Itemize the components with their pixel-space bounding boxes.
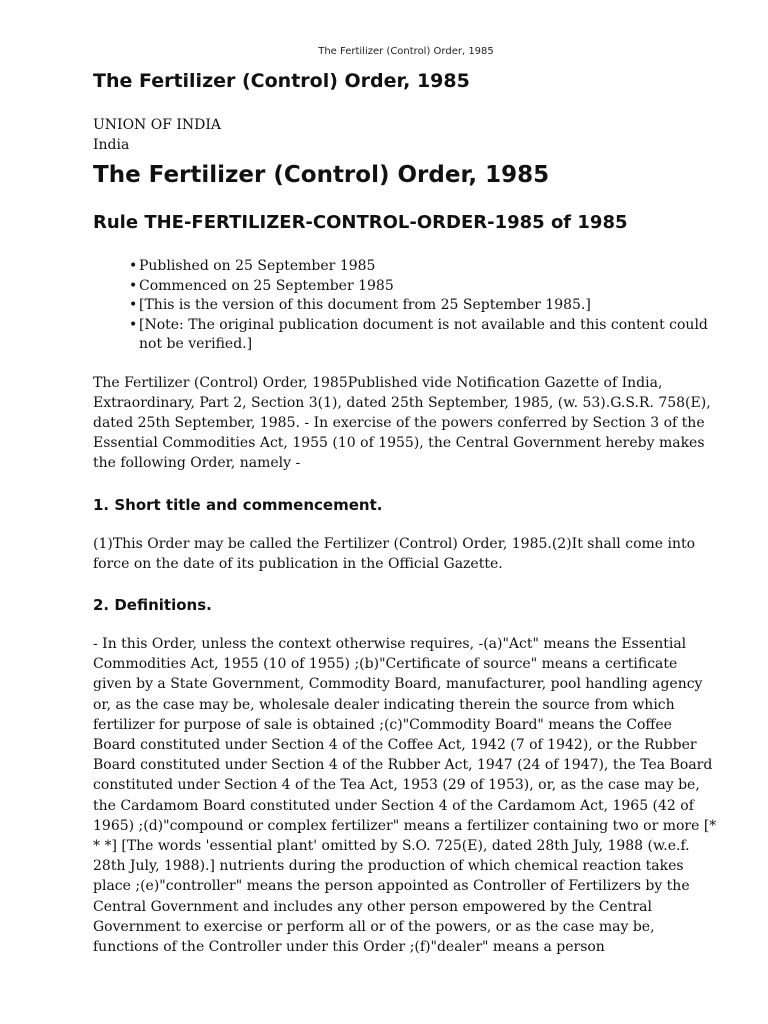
country: India xyxy=(93,137,130,153)
intro-paragraph: The Fertilizer (Control) Order, 1985Published vide Notification Gazette of India, Extraordinary, Part 2, Section 3(1), dated 25th September, 1985, (w. 53).G.S.R. 758(E), dated 25th September, 1985. - In exercise of the powers conferred by Section 3 of the Essential Commodities Act, 1955 (10 of 1955), the Central Government hereby makes the following Order, namely - xyxy=(93,374,711,472)
section-2-heading: 2. Definitions. xyxy=(93,595,212,614)
section-2-body: - In this Order, unless the context otherwise requires, -(a)"Act" means the Essential Commodities Act, 1955 (10 of 1955) ;(b)"Certificate of source" means a certificate given by a State Government, Commodity Board, manufacturer, pool handling agency or, as the case may be, wholesale dealer indicating therein the source from which fertilizer for purpose of sale is obtained ;(c)"Commodity Board" means the Coffee Board constituted under Section 4 of the Coffee Act, 1942 (7 of 1942), or the Rubber Board constituted under Section 4 of the Rubber Act, 1947 (24 of 1947), the Tea Board constituted under Section 4 of the Tea Act, 1953 (29 of 1953), or, as the case may be, the Cardamom Board constituted under Section 4 of the Cardamom Act, 1965 (42 of 1965) ;(d)"compound or complex fertilizer" means a fertilizer containing two or more [* * *] [The words 'essential plant' omitted by S.O. 725(E), dated 28th July, 1988 (w.e.f. 28th July, 1988).] nutrients during the production of which chemical reaction takes place ;(e)"controller" means the person appointed as Controller of Fertilizers by the Central Government and includes any other person empowered by the Central Government to exercise or perform all or of the powers, or as the case may be, functions of the Controller under this Order ;(f)"dealer" means a person xyxy=(93,635,717,955)
note-item: • [Note: The original publication document is not available and this content could not be verified.] xyxy=(129,316,717,355)
section-1-body: (1)This Order may be called the Fertilizer (Control) Order, 1985.(2)It shall come into force on the date of its publication in the Official Gazette. xyxy=(93,535,696,572)
note-item: • [This is the version of this document from 25 September 1985.] xyxy=(129,296,717,316)
publication-notes xyxy=(129,257,717,355)
note-item: • Commenced on 25 September 1985 xyxy=(129,277,717,297)
section-1-heading: 1. Short title and commencement. xyxy=(93,495,383,514)
jurisdiction-block xyxy=(93,115,717,155)
document-title: The Fertilizer (Control) Order, 1985 xyxy=(93,70,470,92)
document-content xyxy=(93,67,717,957)
jurisdiction: UNION OF INDIA xyxy=(93,117,222,133)
rule-heading: Rule THE-FERTILIZER-CONTROL-ORDER-1985 of 1985 xyxy=(93,212,628,233)
note-item: • Published on 25 September 1985 xyxy=(129,257,717,277)
running-header: The Fertilizer (Control) Order, 1985 xyxy=(318,46,494,57)
main-title: The Fertilizer (Control) Order, 1985 xyxy=(93,162,550,188)
